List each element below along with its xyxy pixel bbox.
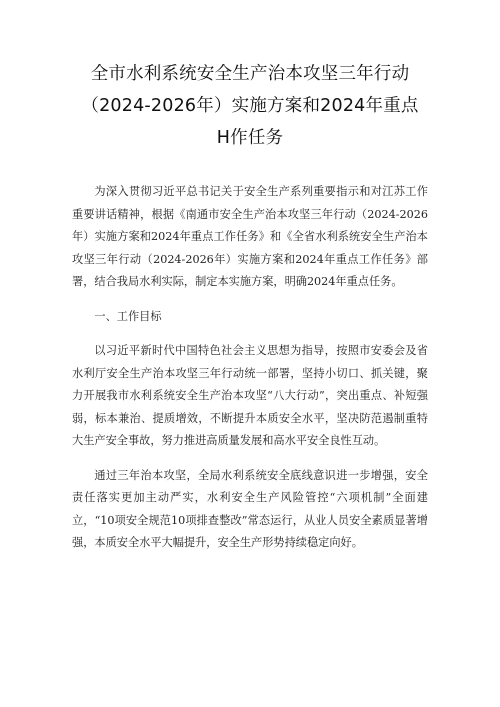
guiding-paragraph: 以习近平新时代中国特色社会主义思想为指导，按照市安委会及省水利厅安全生产治本攻坚三年行动统一部署，坚持小切口、抓关键，聚力开展我市水利系统安全生产治本攻坚“八大行动”，突出重点、补短强弱，标本兼治、提质增效，不断提升本质安全水平，坚决防范遏制重特大生产安全事故，努力推进高质量发展和高水平安全良性互动。	[72, 344, 428, 447]
goals-paragraph: 通过三年治本攻坚，全局水利系统安全底线意识进一步增强，安全责任落实更加主动严实，水利安全生产风险管控“六项机制”全面建立，“10项安全规范10项排查整改”常态运行，从业人员安全素质显著增强，本质安全水平大幅提升，安全生产形势持续稳定向好。	[72, 468, 428, 549]
title-line-2: （2024-2026年）实施方案和2024年重点	[81, 96, 419, 116]
title-line-3: H作任务	[216, 128, 284, 148]
document-title	[40, 58, 460, 154]
intro-paragraph: 为深入贯彻习近平总书记关于安全生产系列重要指示和对江苏工作重要讲话精神，根据《南通市安全生产治本攻坚三年行动（2024-2026年）实施方案和2024年重点工作任务》和《全省水利系统安全生产治本攻坚三年行动（2024-2026年）实施方案和2024年重点工作任务》部署，结合我局水利实际，制定本实施方案，明确2024年重点任务。	[72, 185, 428, 288]
section-heading-work-goals: 一、工作目标	[94, 309, 162, 323]
title-line-1: 全市水利系统安全生产治本攻坚三年行动	[90, 64, 410, 84]
document-body	[72, 181, 428, 567]
